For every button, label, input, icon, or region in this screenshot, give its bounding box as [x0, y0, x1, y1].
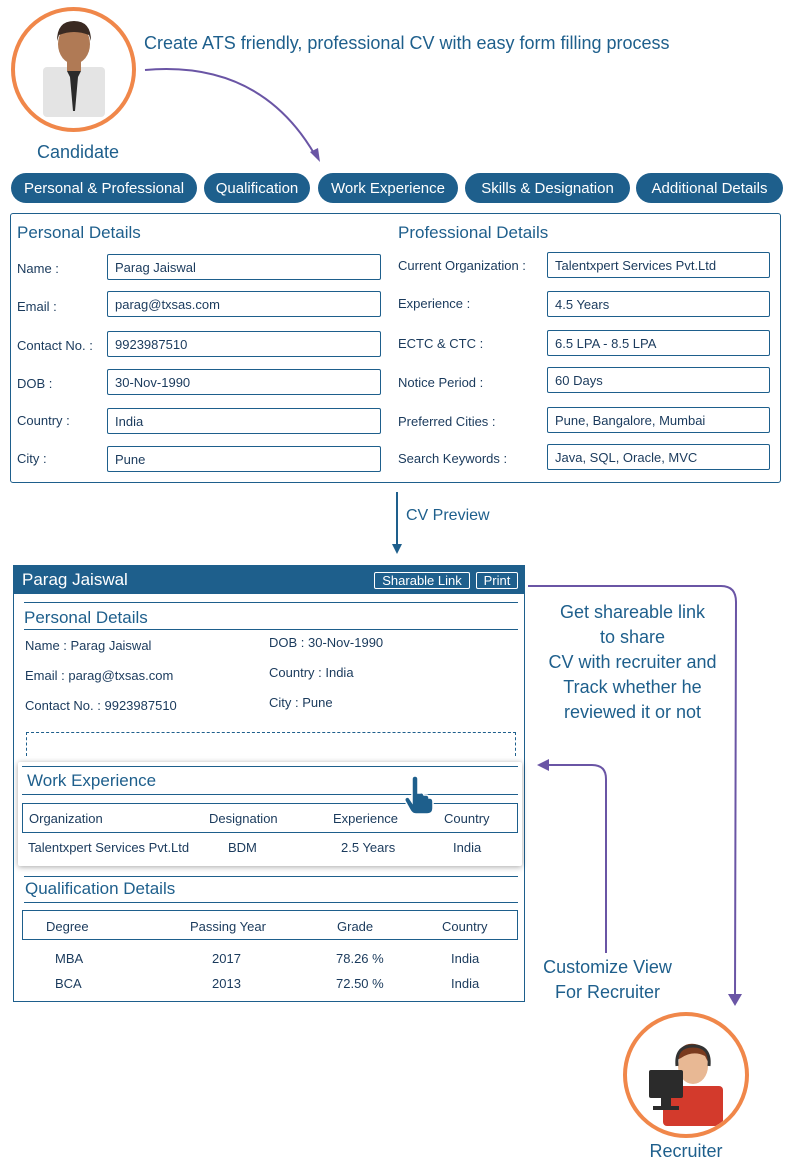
experience-field[interactable]: 4.5 Years	[547, 291, 770, 317]
section-drop-zone[interactable]	[26, 732, 516, 756]
cv-preview-card	[13, 565, 525, 1002]
divider	[22, 794, 518, 795]
recruiter-icon	[627, 1016, 745, 1134]
col-country: Country	[444, 811, 490, 826]
customize-note-line: Customize View	[543, 957, 672, 977]
tab-personal-professional[interactable]: Personal & Professional	[11, 173, 197, 203]
personal-details-heading: Personal Details	[17, 223, 141, 242]
arrow-down-icon	[389, 490, 405, 556]
contact-field[interactable]: 9923987510	[107, 331, 381, 357]
share-note-line: Track whether he	[563, 677, 702, 697]
qual-cell-degree: MBA	[55, 951, 84, 966]
share-note-line: to share	[599, 627, 666, 647]
divider	[24, 876, 518, 877]
qualification-table-header	[22, 910, 518, 940]
share-note-line: reviewed it or not	[563, 702, 702, 722]
work-cell-experience: 2.5 Years	[341, 840, 396, 855]
dob-field[interactable]: 30-Nov-1990	[107, 369, 381, 395]
tab-work-experience[interactable]: Work Experience	[318, 173, 458, 203]
col-grade: Grade	[337, 919, 374, 934]
col-degree: Degree	[46, 919, 89, 934]
cv-email-line: Email : parag@txsas.com	[25, 668, 174, 683]
col-designation: Designation	[209, 811, 278, 826]
col-passing-year: Passing Year	[190, 919, 266, 934]
current-organization-field[interactable]: Talentxpert Services Pvt.Ltd	[547, 252, 770, 278]
drag-hand-icon	[402, 775, 434, 815]
divider	[24, 629, 518, 630]
divider	[24, 602, 518, 603]
customize-note-line: For Recruiter	[554, 982, 661, 1002]
preferred-cities-label: Preferred Cities :	[398, 414, 496, 429]
customize-arrow	[535, 755, 615, 955]
divider	[22, 766, 518, 767]
qual-cell-year: 2017	[212, 951, 241, 966]
current-organization-label: Current Organization :	[398, 258, 526, 273]
ectc-ctc-label: ECTC & CTC :	[398, 336, 484, 351]
dob-label: DOB :	[17, 376, 53, 391]
tab-skills-designation[interactable]: Skills & Designation	[465, 173, 630, 203]
notice-period-field[interactable]: 60 Days	[547, 367, 770, 393]
qual-cell-grade: 78.26 %	[336, 951, 384, 966]
candidate-avatar	[11, 7, 136, 132]
country-field[interactable]: India	[107, 408, 381, 434]
search-keywords-label: Search Keywords :	[398, 451, 508, 466]
candidate-icon	[15, 11, 132, 128]
arrow-to-form	[140, 60, 340, 170]
qual-cell-country: India	[451, 976, 480, 991]
col-country: Country	[442, 919, 488, 934]
cv-dob-line: DOB : 30-Nov-1990	[269, 635, 384, 650]
cv-contact-line: Contact No. : 9923987510	[25, 698, 177, 713]
qual-cell-degree: BCA	[55, 976, 82, 991]
qualification-heading: Qualification Details	[25, 879, 176, 898]
name-field[interactable]: Parag Jaiswal	[107, 254, 381, 280]
contact-label: Contact No. :	[17, 338, 93, 353]
cv-name-line: Name : Parag Jaiswal	[25, 638, 152, 653]
share-note-line: CV with recruiter and	[548, 652, 717, 672]
work-table-header	[22, 803, 518, 833]
qual-cell-year: 2013	[212, 976, 241, 991]
candidate-label: Candidate	[36, 142, 120, 162]
work-cell-designation: BDM	[228, 840, 257, 855]
experience-label: Experience :	[398, 296, 471, 311]
email-field[interactable]: parag@txsas.com	[107, 291, 381, 317]
cv-personal-heading: Personal Details	[24, 608, 148, 627]
share-note-line: Get shareable link	[559, 602, 706, 622]
professional-details-heading: Professional Details	[398, 223, 549, 242]
ectc-ctc-field[interactable]: 6.5 LPA - 8.5 LPA	[547, 330, 770, 356]
search-keywords-field[interactable]: Java, SQL, Oracle, MVC	[547, 444, 770, 470]
recruiter-avatar	[623, 1012, 749, 1138]
headline: Create ATS friendly, professional CV with easy form filling process	[144, 33, 670, 53]
cv-header	[14, 566, 524, 594]
work-cell-organization: Talentxpert Services Pvt.Ltd	[28, 840, 190, 855]
preferred-cities-field[interactable]: Pune, Bangalore, Mumbai	[547, 407, 770, 433]
name-label: Name :	[17, 261, 59, 276]
sharable-link-button[interactable]: Sharable Link	[374, 572, 470, 589]
cv-preview-label: CV Preview	[406, 507, 490, 524]
city-field[interactable]: Pune	[107, 446, 381, 472]
divider	[24, 902, 518, 903]
country-label: Country :	[17, 413, 70, 428]
cv-country-line: Country : India	[269, 665, 354, 680]
work-experience-heading: Work Experience	[27, 771, 157, 790]
work-experience-panel[interactable]	[18, 762, 522, 866]
qual-cell-grade: 72.50 %	[336, 976, 384, 991]
cv-city-line: City : Pune	[269, 695, 333, 710]
cv-name: Parag Jaiswal	[22, 570, 128, 589]
notice-period-label: Notice Period :	[398, 375, 484, 390]
print-button[interactable]: Print	[476, 572, 518, 589]
email-label: Email :	[17, 299, 57, 314]
city-label: City :	[17, 451, 47, 466]
work-cell-country: India	[453, 840, 482, 855]
recruiter-label: Recruiter	[649, 1141, 723, 1161]
details-form	[10, 213, 781, 483]
col-experience: Experience	[333, 811, 399, 826]
col-organization: Organization	[29, 811, 103, 826]
tab-additional-details[interactable]: Additional Details	[636, 173, 783, 203]
tab-qualification[interactable]: Qualification	[204, 173, 310, 203]
qual-cell-country: India	[451, 951, 480, 966]
